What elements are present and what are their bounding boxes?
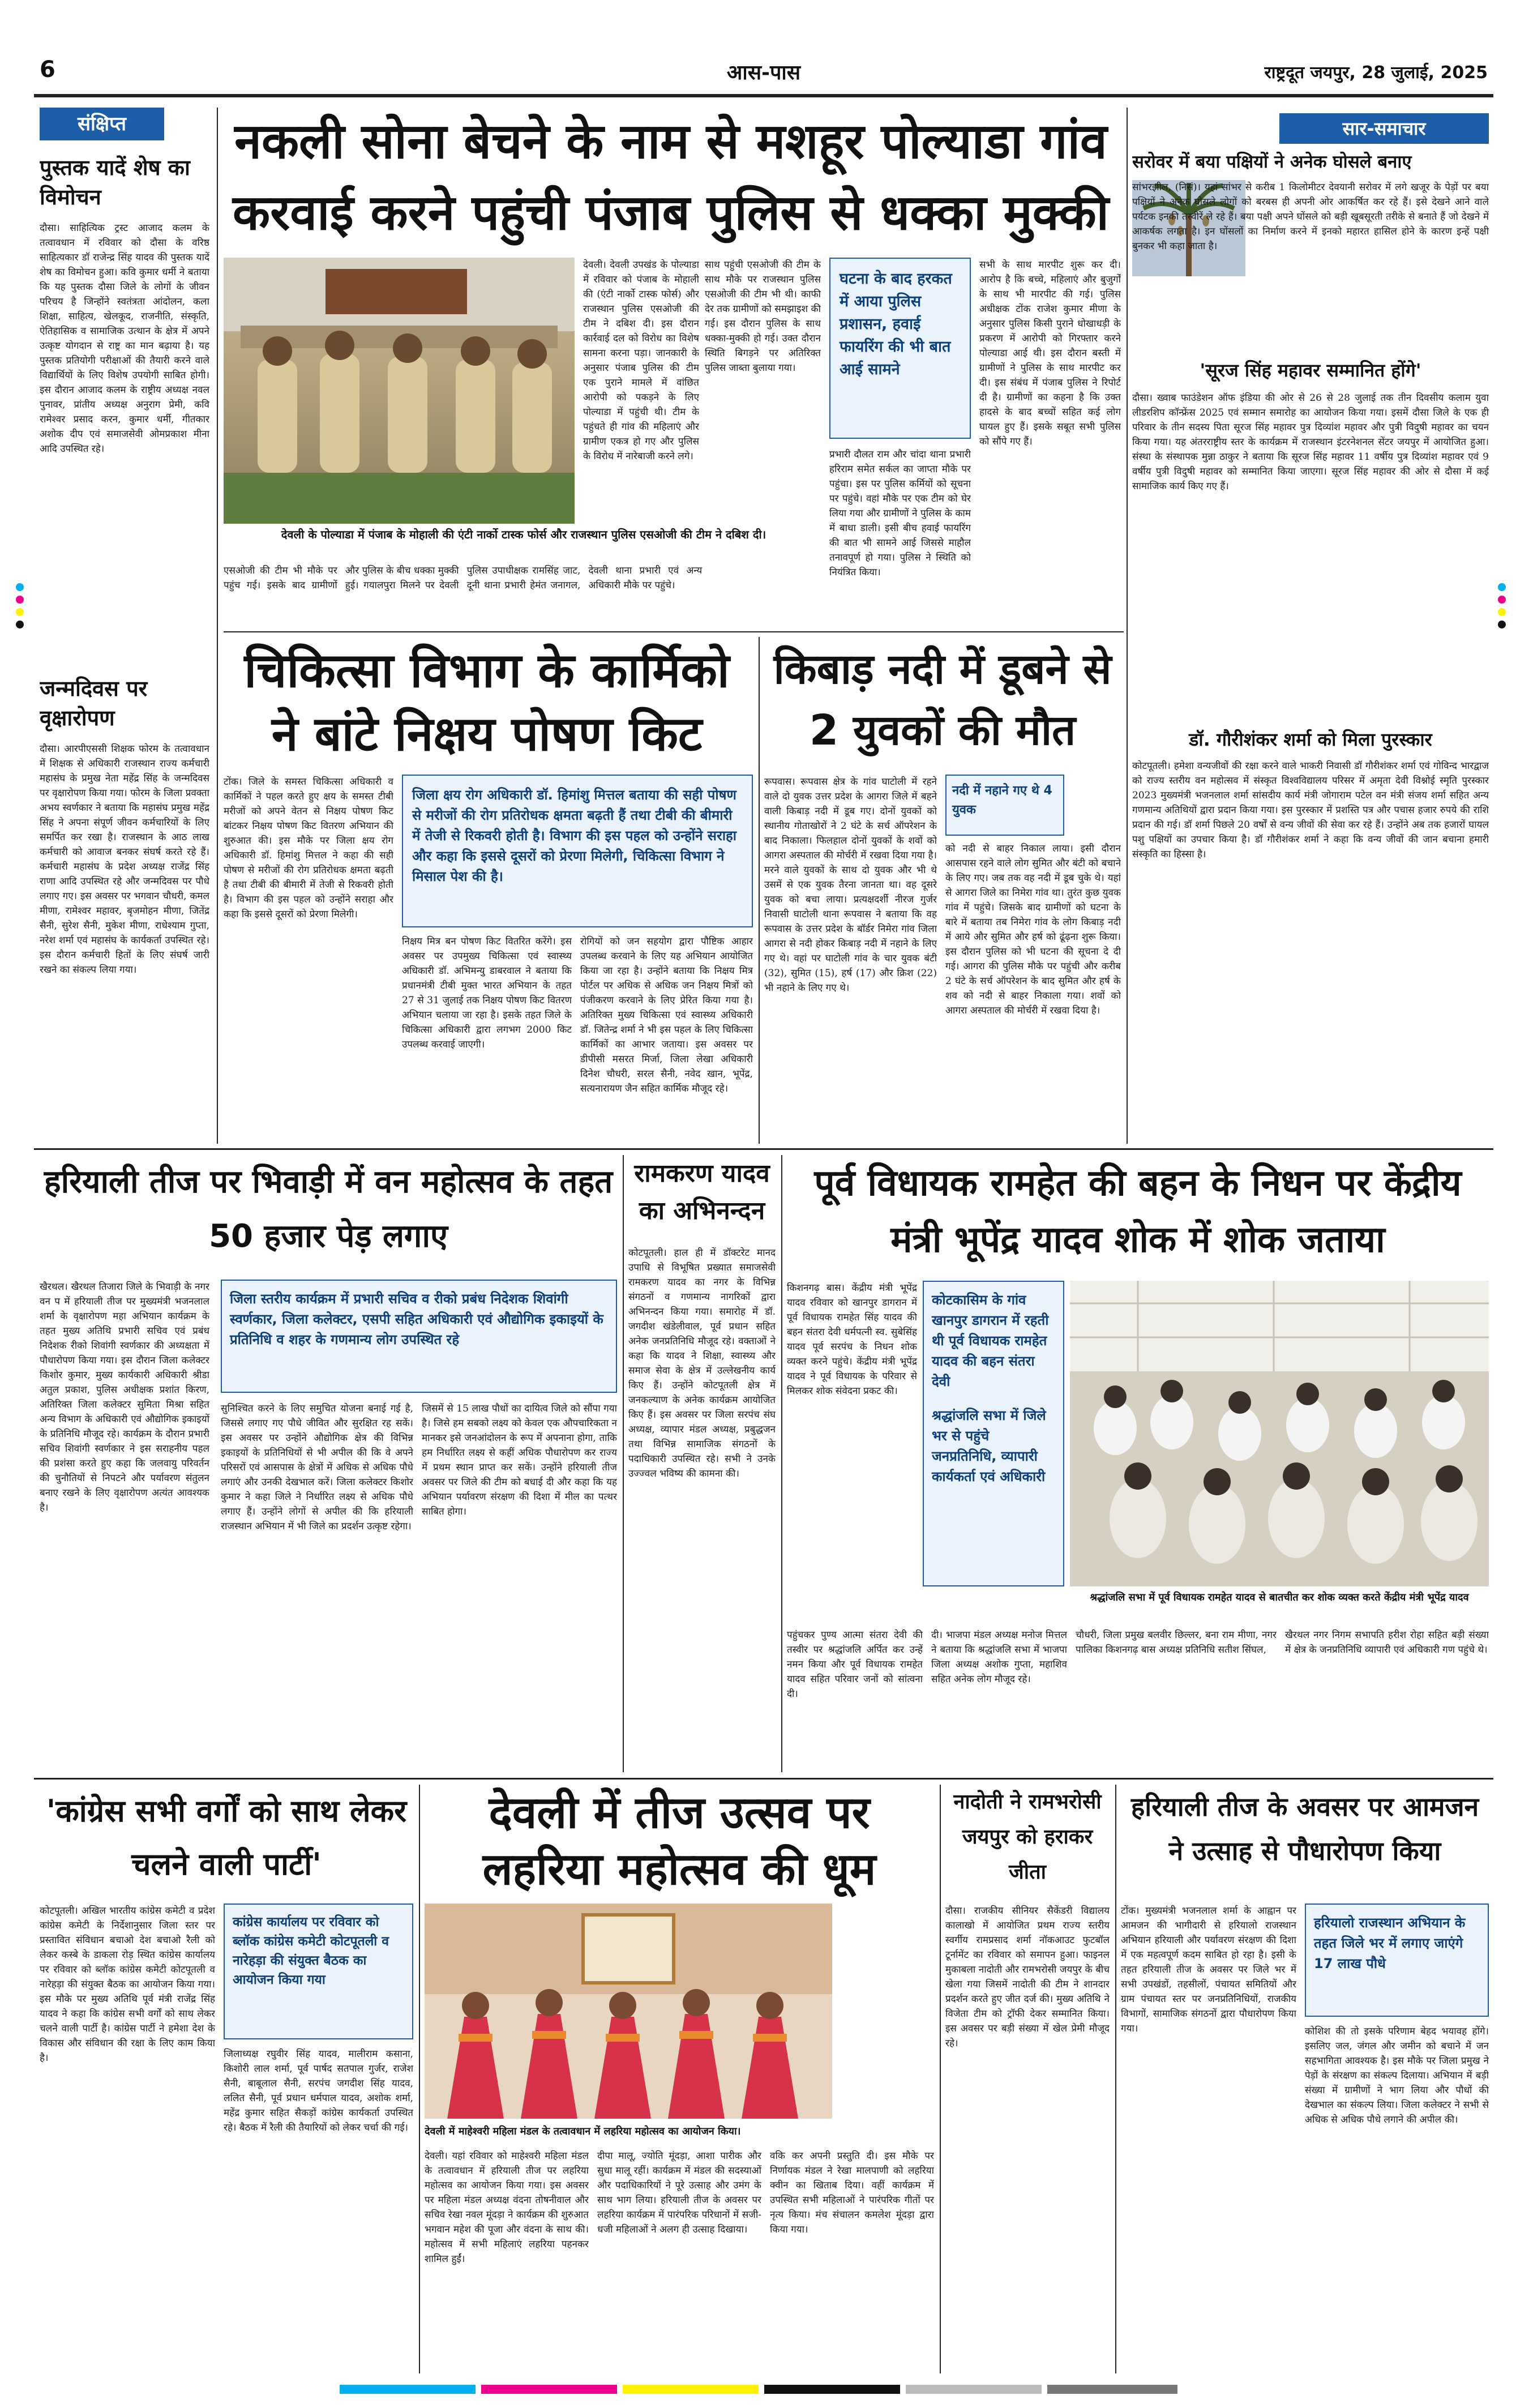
lead-quote-box	[829, 258, 971, 439]
plantation-quote-box	[1305, 1904, 1489, 2017]
teej-festival-body-col1: देवली। यहां रविवार को माहेश्वरी महिला मंडल के तत्वावधान में हरियाली तीज पर लहरिया महोत्सव का आयोजन किया गया। इस अवसर पर महिला मंडल अध्यक्ष वंदना तोषनीवाल और सचिव रेखा नवल मूंदड़ा ने कार्यक्रम की शुरुआत भगवान महेश की पूजा और वंदना के साथ की। महोत्सव में सभी महिलाएं लहरिया पहनकर शामिल हुईं।	[425, 2150, 589, 2265]
congress-body-col2: जिलाध्यक्ष रघुवीर सिंह यादव, मालीराम कसाना, किशोरी लाल शर्मा, पूर्व पार्षद सतपाल गुर्जर, राजेश सैनी, बाबूलाल सैनी, सरपंच जगदीश सिंह यादव, ललित सैनी, पूर्व प्रधान धर्मपाल यादव, अशोक शर्मा, महेंद्र कुमार सहित सैकड़ों कांग्रेस कार्यकर्ता उपस्थित रहे। बैठक में रैली की तैयारियों को लेकर चर्चा की गई।	[224, 2048, 413, 2133]
lead-body-col5: सभी के साथ मारपीट शुरू कर दी। आरोप है कि बच्चे, महिलाएं और बुजुर्गों के साथ भी मारपीट की गई। पुलिस अधीक्षक टोंक राजेश कुमार मीणा के अनुसार पुलिस किसी पुराने धोखाधड़ी के प्रकरण में आरोपी को गिरफ्तार करने पोल्याडा आई थी। इस दौरान बस्ती में ग्रामीणों ने पुलिस के साथ मारपीट कर दी। इस संबंध में पंजाब पुलिस ने रिपोर्ट दी है। ग्रामीणों का कहना है कि उक्त हादसे के बाद बच्चों सहित कई लोग घायल हुए हैं। इसके सबूत सभी पुलिस को सौंपे गए हैं।	[979, 259, 1121, 447]
lead-body-col2: साथ पहुंची एसओजी की टीम के साथ मौके पर राजस्थान पुलिस एसओजी की टीम भी थी। काफी देर तक ग्रामीणों को समझाइश की गई। इस दौरान पुलिस के साथ धक्का-मुक्की हो गई। उक्त दौरान स्थिति बिगड़ने पर अतिरिक्त पुलिस जाब्ता बुलाया गया।	[705, 259, 821, 374]
congress-headline: 'कांग्रेस सभी वर्गों को साथ लेकर चलने वाली पार्टी'	[46, 1793, 407, 1882]
color-swatch	[764, 2385, 900, 2394]
lead-photo-police	[224, 258, 575, 524]
condolence-bullet-1: कोटकासिम के गांव खानपुर डागरान में रहती थी पूर्व विधायक रामहेत यादव की बहन संतरा देवी	[932, 1292, 1049, 1389]
teej-festival-photo	[425, 1904, 832, 2119]
plantation-quote-text: हरियालो राजस्थान अभियान के तहत जिले भर में लगाए जाएंगे 17 लाख पौधे	[1314, 1915, 1466, 1971]
abhinandan-body: कोटपूतली। हाल ही में डॉक्टरेट मानद उपाधि से विभूषित प्रख्यात समाजसेवी रामकरण यादव का नगर के विभिन्न संगठनों व गणमान्य नागरिकों द्वारा अभिनन्दन किया गया। समारोह में डॉ. जगदीश खंडेलीवाल, पूर्व प्रधान सहित अनेक जनप्रतिनिधि मौजूद रहे। वक्ताओं ने कहा कि यादव ने शिक्षा, स्वास्थ्य और समाज सेवा के क्षेत्र में उल्लेखनीय कार्य किए हैं। उन्होंने कोटपूतली क्षेत्र में जनकल्याण के अनेक कार्यक्रम आयोजित किए हैं। इस अवसर पर जिला सरपंच संघ अध्यक्ष, व्यापार मंडल अध्यक्ष, प्रबुद्धजन तथा विभिन्न सामाजिक संगठनों के पदाधिकारी उपस्थित रहे। सभी ने उनके उज्ज्वल भविष्य की कामना की।	[628, 1247, 776, 1479]
nadoti-headline: नादोती ने रामभरोसी जयपुर को हराकर जीता	[953, 1790, 1102, 1884]
registration-mark	[1498, 596, 1506, 604]
plantation-body-col1: टोंक। मुख्यमंत्री भजनलाल शर्मा के आह्वान पर आमजन की भागीदारी से हरियालो राजस्थान अभियान हरियाली और पर्यावरण संरक्षण की दिशा में एक महत्वपूर्ण कदम साबित हो रहा है। इसी के तहत हरियाली तीज के अवसर पर जिले भर में सभी उपखंडों, तहसीलों, पंचायत समितियों और ग्राम पंचायत स्तर पर जनप्रतिनिधियों, राजकीय विभागों, सामाजिक संगठनों द्वारा पौधारोपण किया गया।	[1121, 1905, 1296, 2034]
police-photo-illustration	[224, 258, 575, 524]
column-divider	[623, 1155, 624, 1772]
drown-body-col2: को नदी से बाहर निकाल लाया। इसी दौरान आसपास रहने वाले लोग सुमित और बंटी को बचाने के लिए गए। जब तक वह नदी में डूब चुके थे। यहां से आगरा जिले का निमेरा गांव था। तुरंत कुछ युवक गांव में पहुंचे। जिसके बाद ग्रामीणों को घटना के बारे में बताया तब निमेरा गांव के लोग किबाड़ नदी में आये और सुमित और हर्ष को ढूंढ़ना शुरू किया। इस दौरान पुलिस को भी घटना की सूचना दे दी गई। आगरा की पुलिस मौके पर पहुंची और करीब 2 घंटे के सर्च ऑपरेशन के बाद सुमित और हर्ष के शव को नदी से बाहर निकाला गया। शवों को आगरा अस्पताल की मोर्चरी में रखवा दिया है।	[945, 843, 1121, 1016]
section-label-saar-samachar: सार-समाचार	[1279, 113, 1489, 144]
sidebar-title-suraj-singh: 'सूरज सिंह महावर सम्मानित होंगे'	[1200, 360, 1421, 381]
registration-mark	[1498, 608, 1506, 616]
page-header	[34, 52, 1493, 92]
color-swatch	[340, 2385, 476, 2394]
lead-body-col1: देवली। देवली उपखंड के पोल्याडा में रविवार को पंजाब के मोहाली की (एंटी नार्को टास्क फोर्स) और राजस्थान पुलिस एसओजी की टीम ने दबिश दी। इस दौरान कार्रवाई दल को विरोध का विशेष सामना करना पड़ा। जानकारी के अनुसार पंजाब पुलिस की टीम एक पुराने मामले में वांछित आरोपी को पकड़ने के लिए पोल्याडा में पहुंची थी। टीम के पहुंचते ही गांव की महिलाएं और ग्रामीण एकत्र हो गए और पुलिस के विरोध में नारेबाजी करने लगे।	[583, 259, 699, 462]
plantation-body-col2: कोशिश की तो इसके परिणाम बेहद भयावह होंगे। इसलिए जल, जंगल और जमीन को बचाने में जन सहभागिता आवश्यक है। इस मौके पर जिला प्रमुख ने पेड़ों के संरक्षण का संकल्प दिलाया। अभियान में बड़ी संख्या में ग्रामीणों ने भाग लिया और पौधों की देखभाल का संकल्प लिया। जिला कलेक्टर ने सभी से अधिक से अधिक पौधे लगाने की अपील की।	[1305, 2026, 1489, 2125]
edition-date: राष्ट्रदूत जयपुर, 28 जुलाई, 2025	[1264, 63, 1488, 83]
header-rule	[34, 94, 1493, 97]
color-swatch	[1047, 2385, 1177, 2394]
page-number: 6	[40, 57, 55, 83]
teej-festival-photo-caption: देवली में माहेश्वरी महिला मंडल के तत्वावधान में लहरिया महोत्सव का आयोजन किया।	[425, 2125, 741, 2137]
column-divider	[759, 637, 760, 1144]
teej-forest-quote-box	[221, 1280, 617, 1393]
row-divider	[224, 631, 1124, 632]
registration-mark	[16, 608, 24, 616]
section-label-sankshipt: संक्षिप्त	[40, 108, 164, 140]
teej-festival-body-col3: वकि कर अपनी प्रस्तुति दी। इस मौके पर निर्णायक मंडल ने रेखा मालपाणी को लहरिया क्वीन का खिताब दिया। वहीं कार्यक्रम में उपस्थित सभी महिलाओं ने पारंपरिक गीतों पर नृत्य किया। मंच संचालन कमलेश मूंदड़ा द्वारा किया गया।	[770, 2150, 934, 2235]
column-divider	[1127, 108, 1128, 1144]
congress-quote-box	[224, 1904, 413, 2039]
teej-forest-headline: हरियाली तीज पर भिवाड़ी में वन महोत्सव के तहत 50 हजार पेड़ लगाए	[44, 1164, 613, 1255]
lead-photo-caption: देवली के पोल्याडा में पंजाब के मोहाली की एंटी नार्को टास्क फोर्स और राजस्थान पुलिस एसओजी की टीम ने दबिश दी।	[281, 528, 766, 541]
condolence-body-col5: खैरथल नगर निगम सभापति हरीश रोहा सहित बड़ी संख्या में क्षेत्र के जनप्रतिनिधि व्यापारी एवं अधिकारी गण पहुंचे थे।	[1285, 1629, 1489, 1656]
color-swatch	[481, 2385, 617, 2394]
sidebar-body-award: कोटपूतली। हमेशा वन्यजीवों की रक्षा करने वाले भाकरी निवासी डॉ गौरीशंकर शर्मा एवं गोविन्द भारद्वाज को राज्य स्तरीय वन महोत्सव में संस्कृत विश्वविद्यालय परिसर में अमृता देवी विश्नोई स्मृति पुरस्कार 2023 मुख्यमंत्री भजनलाल शर्मा सांसदीय कार्य मंत्री जोगाराम पटेल वन मंत्री संजय शर्मा सहित अन्य गणमान्य अतिथियों द्वारा प्रदान किया गया। इस पुरस्कार में प्रशस्ति पत्र और पचास हजार रुपये की राशि प्रदान की गई। डॉ शर्मा पिछले 20 वर्षों से वन्य जीवों की सेवा कर रहे हैं। उन्होंने अब तक हजारों घायल पशु पक्षियों का उपचार किया है। डॉ गौरीशंकर शर्मा ने कहा कि वन्य जीवों की जान बचाना हमारी संस्कृति का हिस्सा है।	[1132, 760, 1489, 860]
bottom-color-bar	[340, 2385, 1177, 2394]
registration-mark	[16, 583, 24, 591]
condolence-photo-caption: श्रद्धांजलि सभा में पूर्व विधायक रामहेत यादव से बातचीत कर शोक व्यक्त करते केंद्रीय मंत्री भूपेंद्र यादव	[1090, 1592, 1469, 1603]
column-divider	[1115, 1785, 1116, 2373]
row-divider	[34, 1148, 1493, 1150]
registration-mark	[1498, 583, 1506, 591]
lead-headline-line2: करवाई करने पहुंची पंजाब पुलिस से धक्का मुक्की	[233, 185, 1109, 241]
teej-forest-body-col1: खैरथल। खैरथल तिजारा जिले के भिवाड़ी के नगर वन प में हरियाली तीज पर मुख्यमंत्री भजनलाल शर्मा के वृक्षारोपण महा अभियान कार्यक्रम के तहत मुख्य अतिथि प्रभारी सचिव एवं प्रबंध निदेशक रीको शिवांगी स्वर्णकार की अध्यक्षता में पौधारोपण किया गया। इस दौरान जिला कलेक्टर किशोर कुमार, मुख्य कार्यकारी अधिकारी श्रीडा अतुल प्रकाश, पुलिस अधीक्षक प्रशांत किरण, अतिरिक्त जिला कलेक्टर सुमिता मिश्रा सहित अन्य विभाग के अधिकारी एवं औद्योगिक इकाइयों के प्रतिनिधि मौजूद रहे। कार्यक्रम के दौरान प्रभारी सचिव शिवांगी स्वर्णकार ने इस सराहनीय पहल की प्रशंसा करते हुए कहा कि जलवायु परिवर्तन की चुनौतियों से निपटने और पर्यावरण संतुलन बनाए रखने के लिए वृक्षारोपण अत्यंत आवश्यक है।	[40, 1281, 209, 1513]
row-divider	[34, 1778, 1493, 1780]
lead-body-col4: प्रभारी दौलत राम और चांदा थाना प्रभारी हरिराम समेत सर्कल का जाप्ता मौके पर पहुंचा। इस पर पुलिस कर्मियों को सूचना पर पहुंचे। वहां मौके पर एक टीम को घेर लिया गया और ग्रामीणों ने पुलिस के काम में बाधा डाली। इसी बीच हवाई फायरिंग की बात भी सामने आई जिससे माहौल तनावपूर्ण हो गया। पुलिस ने स्थिति को नियंत्रित किया।	[829, 449, 971, 578]
lead-body-col3: एसओजी की टीम भी मौके पर पहुंच गई। इसके बाद ग्रामीणों और पुलिस के बीच धक्का मुक्की हुई। गयालपुरा मिलने पर देवली पुलिस उपाधीक्षक रामसिंह जाट, दूनी थाना प्रभारी हेमंत जनागल, देवली थाना प्रभारी एवं अन्य अधिकारी मौके पर पहुंचे।	[224, 565, 703, 591]
drown-quote-text: नदी में नहाने गए थे 4 युवक	[952, 784, 1052, 817]
registration-mark	[1498, 621, 1506, 628]
lead-quote-text: घटना के बाद हरकत में आया पुलिस प्रशासन, हवाई फायरिंग की भी बात आई सामने	[840, 270, 952, 378]
column-divider	[419, 1785, 420, 2373]
teej-festival-headline: देवली में तीज उत्सव पर लहरिया महोत्सव की धूम	[482, 1787, 876, 1895]
color-swatch	[906, 2385, 1042, 2394]
column-divider	[781, 1155, 782, 1772]
congress-body-col1: कोटपूतली। अखिल भारतीय कांग्रेस कमेटी व प्रदेश कांग्रेस कमेटी के निर्देशानुसार जिला स्तर पर प्रस्तावित संविधान बचाओ देश बचाओ रैली को लेकर कस्बे के डाकला रोड़ स्थित कांग्रेस कार्यालय पर रविवार को ब्लॉक कांग्रेस कमेटी कोटपूतली व नारेहड़ा की संयुक्त बैठक का आयोजन किया गया। इस मौके पर मुख्य अतिथि पूर्व मंत्री राजेंद्र सिंह यादव ने कहा कि कांग्रेस सभी वर्गों को साथ लेकर चलने वाली पार्टी है। कांग्रेस पार्टी ने हमेशा देश के विकास और संविधान की रक्षा के लिए काम किया है।	[40, 1905, 215, 2064]
nadoti-body: दौसा। राजकीय सीनियर सैकेंडरी विद्यालय कालाखो में आयोजित प्रथम राज्य स्तरीय स्वर्गीय रामप्रसाद शर्मा नॉकआउट फुटबॉल टूर्नामेंट का रविवार को समापन हुआ। फाइनल मुकाबला नादोती और रामभरोसी जयपुर के बीच खेला गया जिसमें नादोती की टीम ने शानदार प्रदर्शन करते हुए जीत दर्ज की। मुख्य अतिथि ने विजेता टीम को ट्रॉफी देकर सम्मानित किया। इस अवसर पर बड़ी संख्या में खेल प्रेमी मौजूद रहे।	[945, 1905, 1110, 2049]
nikshay-body-col2: निक्षय मित्र बन पोषण किट वितरित करेंगे। इस अवसर पर उपमुख्य चिकित्सा एवं स्वास्थ्य अधिकारी डॉ. अभिमन्यु डाबरवाल ने बताया कि प्रधानमंत्री टीबी मुक्त भारत अभियान के तहत 27 से 31 जुलाई तक निक्षय पोषण किट वितरण अभियान चलाया जा रहा है। इसके तहत जिले के चिकित्सा अधिकारी द्वारा लगभग 2000 किट उपलब्ध करवाई जाएगी।	[402, 936, 572, 1050]
condolence-body-col2: पहुंचकर पुण्य आत्मा संतरा देवी की तस्वीर पर श्रद्धांजलि अर्पित कर उन्हें नमन किया और पूर्व विधायक रामहेत यादव सहित परिवार जनों को सांत्वना दी।	[787, 1629, 923, 1700]
column-divider	[940, 1785, 941, 2373]
nikshay-body-col1: टोंक। जिले के समस्त चिकित्सा अधिकारी व कार्मिकों ने पहल करते हुए क्षय के समस्त टीबी मरीजों को अपने वेतन से निक्षय पोषण किट बांटकर निक्षय पोषण किट वितरण अभियान की शुरुआत की। इस मौके पर जिला क्षय रोग अधिकारी डॉ. हिमांशु मित्तल ने कहा की सही पोषण से मरीजों की रोग प्रतिरोधक क्षमता बढ़ती है तथा टीबी की बीमारी में तेजी से रिकवरी होती है। विभाग की इस पहल को उन्होंने सराहा और कहा कि इससे दूसरों को प्रेरणा मिलेगी।	[224, 776, 393, 920]
brief-title-book-launch: पुस्तक यादें शेष का विमोचन	[40, 155, 190, 209]
women-group-photo-illustration	[425, 1904, 832, 2119]
teej-forest-body-col2: सुनिश्चित करने के लिए समुचित योजना बनाई गई है, जिससे लगाए गए पौधे जीवित और सुरक्षित रह सकें। इस अवसर पर उन्होंने औद्योगिक क्षेत्र की विभिन्न इकाइयों के प्रतिनिधियों से भी अपील की कि वे अपने परिसरों एवं आसपास के क्षेत्रों में अधिक से अधिक पौधे लगाएं और उनकी देखभाल करें। जिला कलेक्टर किशोर कुमार ने कहा जिले ने निर्धारित लक्ष्य से अधिक पौधे लगाए हैं। उन्होंने लोगों से अपील की कि हरियाली राजस्थान अभियान में भी जिले का प्रदर्शन उत्कृष्ट रहेगा।	[221, 1403, 413, 1532]
section-name: आस-पास	[726, 61, 801, 84]
condolence-body-col4: चौधरी, जिला प्रमुख बलवीर छिल्लर, बना राम मीणा, नगर पालिका किशनगढ़ बास अध्यक्ष प्रतिनिधि सतीश सिंघल,	[1076, 1629, 1277, 1656]
drown-headline: किबाड़ नदी में डूबने से 2 युवकों की मौत	[773, 645, 1112, 755]
congress-quote-text: कांग्रेस कार्यालय पर रविवार को ब्लॉक कांग्रेस कमेटी कोटपूतली व नारेहड़ा की संयुक्त बैठक का आयोजन किया गया	[233, 1915, 389, 1987]
registration-mark	[16, 621, 24, 628]
drown-quote-box	[945, 775, 1064, 836]
teej-festival-body-col2: दीपा मालू, ज्योति मूंदड़ा, आशा पारीक और सुधा मालू रहीं। कार्यक्रम में मंडल की सदस्याओं और पदाधिकारियों ने पूरे उत्साह और उमंग के साथ भाग लिया। हरियाली तीज के अवसर पर लहरिया कार्यक्रम में पारंपरिक परिधानों में सजी-धजी महिलाओं ने अलग ही उत्साह दिखाया।	[597, 2150, 761, 2235]
gathering-photo-illustration	[1070, 1281, 1489, 1586]
registration-mark	[16, 596, 24, 604]
condolence-photo-gathering	[1070, 1281, 1489, 1586]
brief-title-birthday-plantation: जन्मदिवस पर वृक्षारोपण	[40, 676, 148, 730]
nikshay-headline: चिकित्सा विभाग के कार्मिको ने बांटे निक्षय पोषण किट	[244, 643, 730, 762]
sidebar-title-award: डॉ. गौरीशंकर शर्मा को मिला पुरस्कार	[1189, 729, 1432, 750]
color-swatch	[623, 2385, 759, 2394]
condolence-headline: पूर्व विधायक रामहेत की बहन के निधन पर केंद्रीय मंत्री भूपेंद्र यादव शोक में शोक जताया	[814, 1162, 1462, 1261]
drown-body-col1: रूपवास। रूपवास क्षेत्र के गांव घाटोली में रहने वाले दो युवक उत्तर प्रदेश के आगरा जिले में बहने वाली किबाड़ नदी में डूब गए। दोनों युवकों को स्थानीय गोताखोरों ने 2 घंटे के सर्च ऑपरेशन के बाद निकाला। फिलहाल दोनों युवकों के शवों को आगरा अस्पताल की मोर्चरी में रखवा दिया गया है। मरने वाले युवकों के साथ दो युवक और भी थे उसमें से एक युवक तैरना जानता था। वह दूसरे युवक को बचा लाया। प्रत्यक्षदर्शी नीरज गुर्जर निवासी घाटोली थाना रूपवास ने बताया कि वह रूपवास के उत्तर प्रदेश के बॉर्डर निमेरा गांव जिला आगरा से नदी होकर किबाड़ नदी में नहाने के लिए गए थे। वहां पर घाटोली गांव के चार युवक बंटी (32), सुमित (15), हर्ष (17) और क्रिश (22) भी नहाने के लिए गए थे।	[764, 776, 937, 994]
nikshay-body-col3: रोगियों को जन सहयोग द्वारा पौष्टिक आहार उपलब्ध करवाने के लिए यह अभियान आयोजित किया जा रहा है। उन्होंने बताया कि निक्षय मित्र पोर्टल पर अधिक से अधिक जन निक्षय मित्रों को पंजीकरण करवाने के लिए प्रेरित किया गया है। अतिरिक्त मुख्य चिकित्सा एवं स्वास्थ्य अधिकारी डॉ. जितेन्द्र शर्मा ने भी इस पहल के लिए चिकित्सा कार्मिकों का आभार जताया। इस अवसर पर डीपीसी मसरत मिर्जा, जिला लेखा अधिकारी दिनेश चौधरी, सरल सैनी, नवेद खान, भूपेंद्र, सत्यनारायण जैन सहित कार्मिक मौजूद रहे।	[580, 936, 753, 1094]
brief-body-birthday-plantation: दौसा। आरपीएससी शिक्षक फोरम के तत्वावधान में शिक्षक से अधिकारी राजस्थान राज्य कर्मचारी महासंघ के प्रमुख नेता महेंद्र सिंह के जन्मदिवस पर वृक्षारोपण किया गया। फोरम के जिला प्रवक्ता अभय स्वर्णकार ने बताया कि महासंघ प्रमुख महेंद्र सिंह ने अपना संपूर्ण जीवन कर्मचारियों के लिए समर्पित कर रखा है। राजस्थान के आठ लाख कर्मचारी को आवाज बनकर संघर्ष करते रहे हैं। कर्मचारी महासंघ के प्रदेश अध्यक्ष राजेंद्र सिंह राणा आदि उपस्थित रहे और जन्मदिवस पर पौधे लगाए गए। इस अवसर पर भगवान चौधरी, कमल मीणा, रामेश्वर महावर, बृजमोहन मीणा, जितेंद्र सैनी, सुरेश सैनी, मुकेश मीणा, राधेश्याम गुप्ता, नरेश शर्मा एवं महासंघ के कार्यकर्ता उपस्थित रहे। इस दौरान कर्मचारी हितों के लिए संघर्ष जारी रखने का संकल्प लिया गया।	[40, 743, 209, 976]
sidebar-body-weaver-birds: सांभरझील, (निसं)। यहां सांभर से करीब 1 किलोमीटर देवयानी सरोवर में लगे खजूर के पेड़ों पर बया पक्षियों ने अनेक घोसले लोगों को बरबस ही अपनी ओर आकर्षित कर रहे हैं। इसे देखने आने वाले पर्यटक इनकी तस्वीरें ले रहे हैं। बया पक्षी अपने घोंसले को बड़ी खूबसूरती तरीके से बनाते हैं जो देखने में आकर्षक लगता है। इन घोंसलों का निर्माण करने में इनको महारत हासिल होने के कारण इन्हें पक्षी बुनकर भी कहा जाता है।	[1132, 182, 1489, 252]
nikshay-quote-box	[402, 775, 753, 927]
teej-forest-quote-text: जिला स्तरीय कार्यक्रम में प्रभारी सचिव व रीको प्रबंध निदेशक शिवांगी स्वर्णकार, जिला कलेक्टर, एसपी सहित अधिकारी एवं औद्योगिक इकाइयों के प्रतिनिधि व शहर के गणमान्य लोग उपस्थित रहे	[230, 1291, 603, 1348]
abhinandan-headline: रामकरण यादव का अभिनन्दन	[634, 1159, 770, 1225]
condolence-body-col3: दी। भाजपा मंडल अध्यक्ष मनोज मित्तल ने बताया कि श्रद्धांजलि सभा में भाजपा जिला अध्यक्ष अशोक गुप्ता, महाशिव सहित अनेक लोग मौजूद रहे।	[931, 1629, 1067, 1685]
teej-forest-body-col3: जिसमें से 15 लाख पौधों का दायित्व जिले को सौंपा गया है। जिसे हम सबको लक्ष्य को केवल एक औपचारिकता न मानकर इसे जनआंदोलन के रूप में अपनाना होगा, ताकि हम निर्धारित लक्ष्य से कहीं अधिक पौधारोपण कर राज्य में प्रथम स्थान प्राप्त कर सकें। उन्होंने हरियाली तीज अवसर पर जिले की टीम को बधाई दी और कहा कि यह अभियान पर्यावरण संरक्षण की दिशा में मील का पत्थर साबित होगा।	[422, 1403, 617, 1517]
column-divider	[217, 108, 218, 1144]
condolence-bullet-2: श्रद्धांजलि सभा में जिले भर से पहुंचे जनप्रतिनिधि, व्यापारी कार्यकर्ता एवं अधिकारी	[932, 1408, 1046, 1485]
sidebar-title-weaver-birds: सरोवर में बया पक्षियों ने अनेक घोसले बनाए	[1132, 152, 1412, 172]
lead-headline-line1: नकली सोना बेचने के नाम से मशहूर पोल्याडा गांव	[234, 113, 1107, 170]
condolence-bullets-box	[923, 1281, 1064, 1586]
brief-body-book-launch: दौसा। साहित्यिक ट्रस्ट आजाद कलम के तत्वावधान में रविवार को दौसा के वरिष्ठ साहित्यकार डॉ राजेन्द्र सिंह यादव की पुस्तक यादें शेष का विमोचन हुआ। कवि कुमार धर्मी ने बताया कि यह पुस्तक दौसा जिले के लोगों के जीवन परिचय है जिन्होंने स्वतंत्रता आंदोलन, कला शिक्षा, साहित्य, खेलकूद, राजनीति, संस्कृति, ऐतिहासिक व सामाजिक उत्थान के क्षेत्र में अपने उत्कृष्ट योगदान से राष्ट्र का मान बढ़ाया है। यह पुस्तक प्रतियोगी परीक्षाओं की तैयारी करने वाले विद्यार्थियों के लिए विशेष उपयोगी साबित होगी। इस दौरान आजाद कलम के राष्ट्रीय अध्यक्ष नवल पुनावर, प्रांतीय अध्यक्ष अनुराग प्रेमी, कवि रामेश्वर प्रसाद करन, कुमार धर्मी, गीतकार अशोक दीप एवं समाजसेवी ओमप्रकाश मीना आदि उपस्थित रहे।	[40, 223, 209, 455]
nikshay-quote-text: जिला क्षय रोग अधिकारी डॉ. हिमांशु मित्तल बताया की सही पोषण से मरीजों की रोग प्रतिरोधक क्षमता बढ़ती हैं तथा टीबी की बीमारी में तेजी से रिकवरी होती है। विभाग की इस पहल को उन्होंने सराहा और कहा कि इससे दूसरों को प्रेरणा मिलेगी, चिकित्सा विभाग ने मिसाल पेश की है।	[412, 787, 737, 884]
sidebar-body-suraj-singh: दौसा। ख्वाब फाउंडेशन ऑफ इंडिया की ओर से 26 से 28 जुलाई तक तीन दिवसीय कलाम युवा लीडरशिप कॉन्फ्रेंस 2025 एवं सम्मान समारोह का आयोजन किया गया। इसमें दौसा जिले के एक ही परिवार के तीन सदस्य पिता सूरज सिंह महावर पुत्र दिव्यांश महावर और पुत्री विदुषी महावर का चयन किया गया। यह अंतरराष्ट्रीय स्तर के कार्यक्रम में राजस्थान इंटरनेशनल सेंटर जयपुर में आयोजित हुआ। संस्था के संस्थापक मुन्ना ठाकुर ने बताया कि सूरज सिंह महावर 11 वर्षीय पुत्र दिव्यांश महावर एवं 9 वर्षीय पुत्री विदुषी महावर को सम्मानित किया जाएगा। सूरज सिंह महावर की ओर से दौसा में कई सामाजिक कार्य किए गए हैं।	[1132, 392, 1489, 492]
plantation-headline: हरियाली तीज के अवसर पर आमजन ने उत्साह से पौधारोपण किया	[1130, 1791, 1479, 1866]
condolence-body-col1: किशनगढ़ बास। केंद्रीय मंत्री भूपेंद्र यादव रविवार को खानपुर डागरान में पूर्व विधायक रामहेत सिंह यादव की बहन संतरा देवी धर्मपत्नी स्व. सुबेसिंह यादव पूर्व सरपंच के निधन शोक व्यक्त करने पहुंचे। केंद्रीय मंत्री भूपेंद्र यादव ने पूर्व विधायक के परिवार से मिलकर शोक संवेदना प्रकट की।	[787, 1282, 917, 1397]
